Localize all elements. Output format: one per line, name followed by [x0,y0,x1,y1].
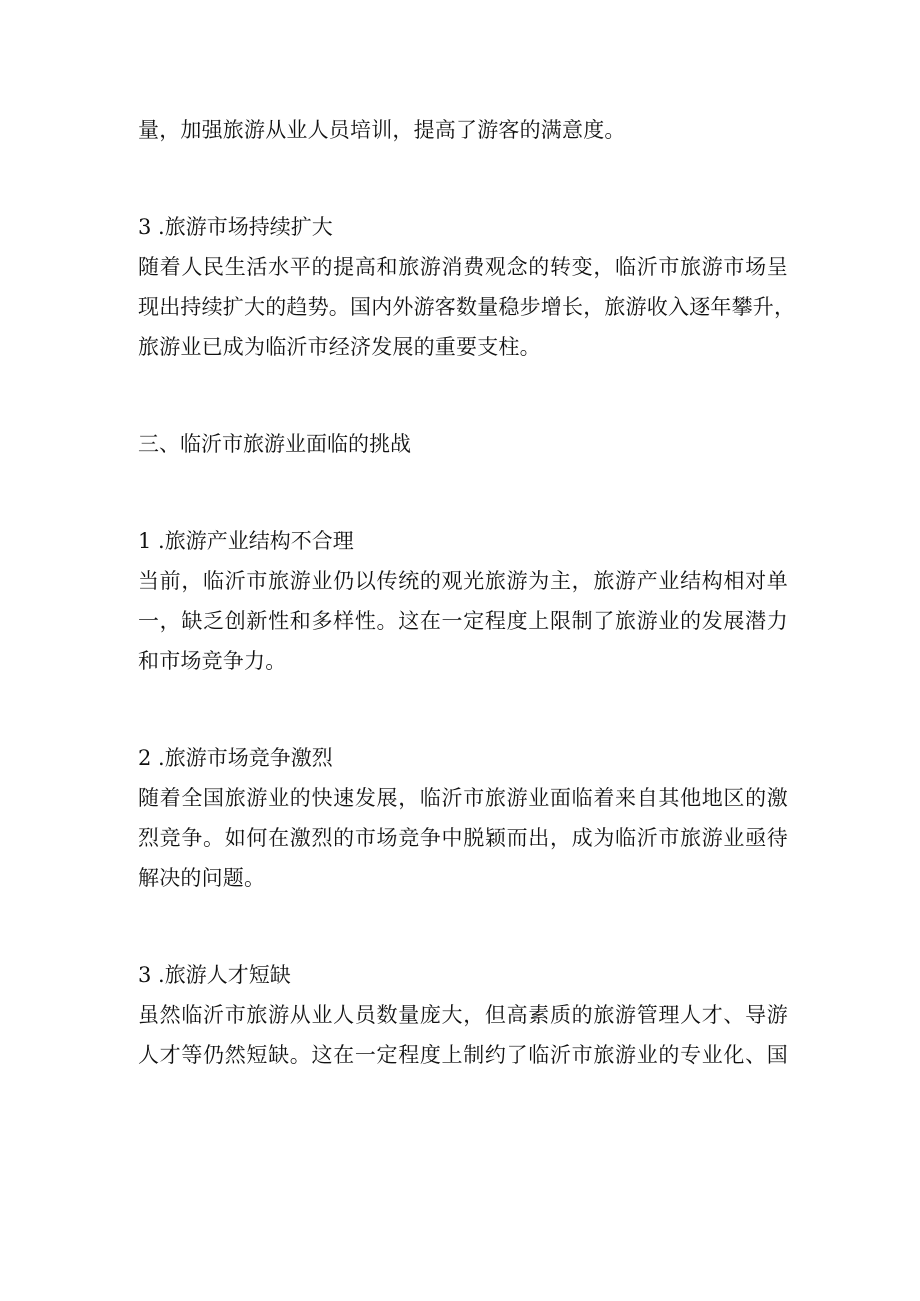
paragraph-line: 解决的问题。 [138,866,266,890]
document-page [138,110,796,1075]
paragraph-line: 现出持续扩大的趋势。国内外游客数量稳步增长，旅游收入逐年攀升， [138,295,796,319]
section-heading: 3 .旅游市场持续扩大 [138,215,333,239]
paragraph-line: 烈竞争。如何在激烈的市场竞争中脱颖而出，成为临沂市旅游业亟待 [138,826,788,850]
chapter-title: 三、临沂市旅游业面临的挑战 [138,432,411,456]
paragraph-line: 当前，临沂市旅游业仍以传统的观光旅游为主，旅游产业结构相对单 [138,569,788,593]
paragraph-line: 和市场竞争力。 [138,649,287,673]
section-heading: 2 .旅游市场竞争激烈 [138,746,333,770]
paragraph-line: 量，加强旅游从业人员培训，提高了游客的满意度。 [138,118,626,142]
paragraph-line: 一，缺乏创新性和多样性。这在一定程度上限制了旅游业的发展潜力 [138,609,788,633]
paragraph-line: 虽然临沂市旅游从业人员数量庞大，但高素质的旅游管理人才、导游 [138,1003,788,1027]
paragraph-line: 人才等仍然短缺。这在一定程度上制约了临沂市旅游业的专业化、国 [138,1043,788,1067]
section-heading: 1 .旅游产业结构不合理 [138,529,354,553]
paragraph-line: 旅游业已成为临沂市经济发展的重要支柱。 [138,335,541,359]
paragraph-line: 随着人民生活水平的提高和旅游消费观念的转变，临沂市旅游市场呈 [138,255,788,279]
paragraph-line: 随着全国旅游业的快速发展，临沂市旅游业面临着来自其他地区的激 [138,786,788,810]
section-heading: 3 .旅游人才短缺 [138,963,291,987]
